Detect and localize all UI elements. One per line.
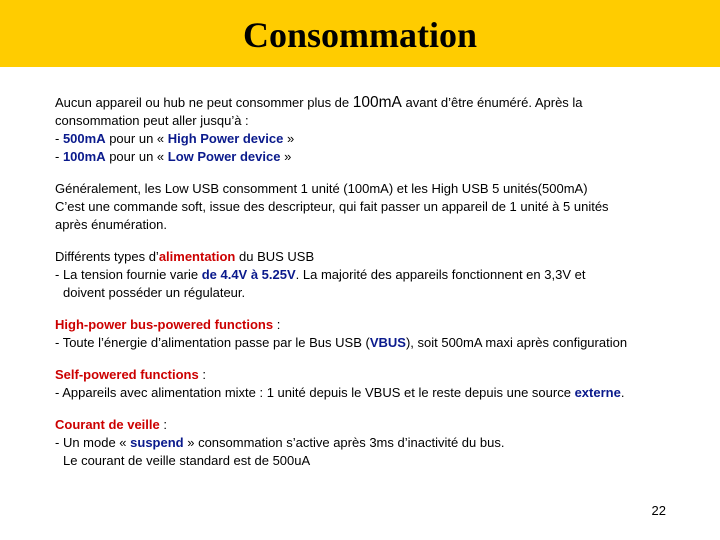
text-line: doivent posséder un régulateur. <box>63 285 246 300</box>
text-line <box>55 316 695 334</box>
section-heading: Self-powered functions <box>55 367 199 382</box>
text: - Appareils avec alimentation mixte : 1 unité depuis le VBUS et le reste depuis une source <box>55 385 575 400</box>
text-line: C’est une commande soft, issue des descripteur, qui fait passer un appareil de 1 unité à 5 unités <box>55 199 609 214</box>
paragraph-units <box>55 180 695 234</box>
text: - <box>55 149 63 164</box>
text: : <box>159 417 167 432</box>
text: du BUS USB <box>235 249 315 264</box>
emphasis-term: High Power device <box>167 131 284 146</box>
list-item <box>55 130 695 148</box>
paragraph-power-supply <box>55 248 695 302</box>
current-value: 100mA <box>352 94 402 111</box>
paragraph-standby <box>55 416 695 470</box>
section-heading: Courant de veille <box>55 417 160 432</box>
text: avant d’être énuméré. Après la <box>401 95 583 110</box>
text: - Un mode « <box>55 435 131 450</box>
emphasis-term: VBUS <box>369 335 406 350</box>
text: - La tension fournie varie <box>55 267 202 282</box>
text: : <box>273 317 281 332</box>
slide-title: Consommation <box>242 14 478 55</box>
page-number: 22 <box>651 503 666 518</box>
list-item <box>55 148 695 166</box>
text-line <box>55 248 695 266</box>
emphasis-term: alimentation <box>158 249 236 264</box>
text: pour un « <box>105 131 168 146</box>
paragraph-high-power <box>55 316 695 352</box>
text: . <box>620 385 625 400</box>
text-line <box>55 94 695 112</box>
list-item <box>55 266 695 284</box>
slide-body <box>55 94 695 470</box>
paragraph-consumption-limit <box>55 94 695 166</box>
text: pour un « <box>105 149 168 164</box>
voltage-range: de 4.4V à 5.25V <box>201 267 296 282</box>
text: » consommation s’active après 3ms d’inactivité du bus. <box>183 435 505 450</box>
text: Différents types d’ <box>55 249 159 264</box>
emphasis-term: suspend <box>130 435 184 450</box>
paragraph-self-powered <box>55 366 695 402</box>
list-item <box>55 334 695 352</box>
text-line: consommation peut aller jusqu’à : <box>55 113 249 128</box>
current-value: 100mA <box>62 149 106 164</box>
text: - Toute l’énergie d’alimentation passe par le Bus USB ( <box>55 335 370 350</box>
current-value: 500mA <box>62 131 106 146</box>
text-line <box>55 366 695 384</box>
text: » <box>283 131 295 146</box>
text: . La majorité des appareils fonctionnent en 3,3V et <box>295 267 586 282</box>
list-item <box>55 434 695 452</box>
list-item <box>55 384 695 402</box>
text-line <box>55 416 695 434</box>
section-heading: High-power bus-powered functions <box>55 317 274 332</box>
title-bar <box>0 0 720 67</box>
text: - <box>55 131 63 146</box>
text: : <box>198 367 206 382</box>
emphasis-term: Low Power device <box>167 149 281 164</box>
text-line: Généralement, les Low USB consomment 1 unité (100mA) et les High USB 5 unités(500mA) <box>55 181 588 196</box>
text: » <box>280 149 292 164</box>
text: ), soit 500mA maxi après configuration <box>405 335 628 350</box>
text: Aucun appareil ou hub ne peut consommer plus de <box>55 95 353 110</box>
text-line: après énumération. <box>55 217 168 232</box>
emphasis-term: externe <box>574 385 621 400</box>
text-line: Le courant de veille standard est de 500uA <box>63 453 311 468</box>
